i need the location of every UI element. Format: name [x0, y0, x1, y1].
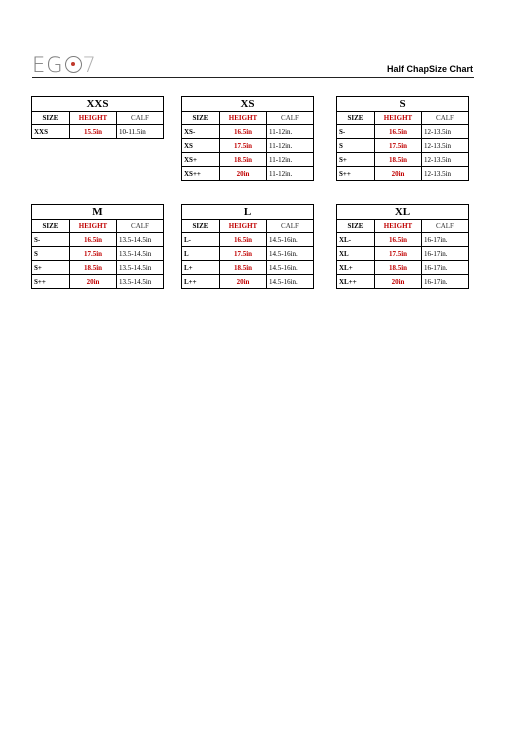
- table-row: [182, 153, 314, 167]
- calf-column-header: CALF: [267, 112, 314, 125]
- calf-cell: 14.5-16in.: [267, 275, 314, 289]
- calf-cell: 11-12in.: [267, 167, 314, 181]
- height-cell: 17.5in: [70, 247, 117, 261]
- logo-text-left: EG: [32, 53, 64, 77]
- height-cell: 18.5in: [70, 261, 117, 275]
- chart-title: M: [32, 205, 164, 220]
- height-cell: 16.5in: [220, 125, 267, 139]
- table-row: [182, 139, 314, 153]
- size-cell: S-: [337, 125, 375, 139]
- height-cell: 18.5in: [375, 153, 422, 167]
- brand-logo: [32, 53, 97, 77]
- chart-title: XS: [182, 97, 314, 112]
- calf-cell: 16-17in.: [422, 261, 469, 275]
- calf-cell: 11-12in.: [267, 139, 314, 153]
- height-column-header: HEIGHT: [220, 220, 267, 233]
- table-row: [182, 247, 314, 261]
- calf-cell: 12-13.5in: [422, 167, 469, 181]
- size-cell: S+: [32, 261, 70, 275]
- height-cell: 20in: [375, 275, 422, 289]
- size-column-header: SIZE: [32, 112, 70, 125]
- calf-cell: 14.5-16in.: [267, 247, 314, 261]
- calf-cell: 13.5-14.5in: [117, 247, 164, 261]
- size-cell: L-: [182, 233, 220, 247]
- table-row: [337, 139, 469, 153]
- table-row: [32, 247, 164, 261]
- logo-ring-icon: [65, 56, 82, 73]
- calf-column-header: CALF: [422, 112, 469, 125]
- calf-cell: 16-17in.: [422, 247, 469, 261]
- height-column-header: HEIGHT: [70, 220, 117, 233]
- table-row: [337, 167, 469, 181]
- calf-column-header: CALF: [117, 220, 164, 233]
- calf-cell: 14.5-16in.: [267, 261, 314, 275]
- height-column-header: HEIGHT: [220, 112, 267, 125]
- calf-cell: 12-13.5in: [422, 153, 469, 167]
- table-row: [337, 261, 469, 275]
- size-chart-xxs: [31, 96, 164, 139]
- height-cell: 20in: [70, 275, 117, 289]
- size-chart-xs: [181, 96, 314, 181]
- height-cell: 18.5in: [375, 261, 422, 275]
- size-cell: S-: [32, 233, 70, 247]
- calf-cell: 13.5-14.5in: [117, 261, 164, 275]
- size-cell: XL++: [337, 275, 375, 289]
- calf-column-header: CALF: [117, 112, 164, 125]
- document-title: Half ChapSize Chart: [386, 64, 473, 74]
- size-column-header: SIZE: [182, 220, 220, 233]
- table-row: [32, 261, 164, 275]
- chart-title: L: [182, 205, 314, 220]
- size-cell: L+: [182, 261, 220, 275]
- table-row: [337, 125, 469, 139]
- table-row: [182, 125, 314, 139]
- chart-title: S: [337, 97, 469, 112]
- size-cell: XL: [337, 247, 375, 261]
- height-cell: 15.5in: [70, 125, 117, 139]
- size-cell: S: [337, 139, 375, 153]
- table-row: [32, 275, 164, 289]
- size-cell: XS: [182, 139, 220, 153]
- height-cell: 17.5in: [220, 247, 267, 261]
- chart-title: XXS: [32, 97, 164, 112]
- calf-cell: 13.5-14.5in: [117, 233, 164, 247]
- size-cell: XXS: [32, 125, 70, 139]
- height-cell: 18.5in: [220, 261, 267, 275]
- size-cell: S: [32, 247, 70, 261]
- height-cell: 20in: [375, 167, 422, 181]
- height-cell: 16.5in: [375, 125, 422, 139]
- size-chart-xl: [336, 204, 469, 289]
- calf-cell: 16-17in.: [422, 233, 469, 247]
- height-cell: 16.5in: [70, 233, 117, 247]
- height-cell: 20in: [220, 167, 267, 181]
- calf-cell: 16-17in.: [422, 275, 469, 289]
- size-chart-s: [336, 96, 469, 181]
- size-chart-l: [181, 204, 314, 289]
- size-column-header: SIZE: [337, 220, 375, 233]
- calf-cell: 14.5-16in.: [267, 233, 314, 247]
- height-column-header: HEIGHT: [375, 220, 422, 233]
- size-cell: S++: [337, 167, 375, 181]
- size-column-header: SIZE: [337, 112, 375, 125]
- calf-cell: 13.5-14.5in: [117, 275, 164, 289]
- size-cell: XL+: [337, 261, 375, 275]
- size-cell: XS-: [182, 125, 220, 139]
- size-cell: S++: [32, 275, 70, 289]
- height-column-header: HEIGHT: [375, 112, 422, 125]
- table-row: [182, 261, 314, 275]
- table-row: [337, 275, 469, 289]
- table-row: [182, 275, 314, 289]
- size-column-header: SIZE: [32, 220, 70, 233]
- size-cell: XS+: [182, 153, 220, 167]
- height-cell: 17.5in: [375, 247, 422, 261]
- size-cell: XS++: [182, 167, 220, 181]
- height-cell: 20in: [220, 275, 267, 289]
- calf-cell: 11-12in.: [267, 153, 314, 167]
- height-cell: 17.5in: [375, 139, 422, 153]
- table-row: [182, 167, 314, 181]
- height-cell: 16.5in: [375, 233, 422, 247]
- calf-cell: 11-12in.: [267, 125, 314, 139]
- table-row: [182, 233, 314, 247]
- size-cell: XL-: [337, 233, 375, 247]
- chart-title: XL: [337, 205, 469, 220]
- height-cell: 18.5in: [220, 153, 267, 167]
- calf-cell: 12-13.5in: [422, 125, 469, 139]
- height-cell: 16.5in: [220, 233, 267, 247]
- size-column-header: SIZE: [182, 112, 220, 125]
- logo-text-right: 7: [82, 53, 97, 77]
- table-row: [337, 247, 469, 261]
- table-row: [32, 233, 164, 247]
- height-cell: 17.5in: [220, 139, 267, 153]
- table-row: [337, 153, 469, 167]
- calf-cell: 10-11.5in: [117, 125, 164, 139]
- size-cell: S+: [337, 153, 375, 167]
- calf-column-header: CALF: [267, 220, 314, 233]
- size-chart-m: [31, 204, 164, 289]
- size-cell: L: [182, 247, 220, 261]
- table-row: [32, 125, 164, 139]
- calf-cell: 12-13.5in: [422, 139, 469, 153]
- header-divider: [32, 77, 474, 78]
- height-column-header: HEIGHT: [70, 112, 117, 125]
- calf-column-header: CALF: [422, 220, 469, 233]
- size-cell: L++: [182, 275, 220, 289]
- table-row: [337, 233, 469, 247]
